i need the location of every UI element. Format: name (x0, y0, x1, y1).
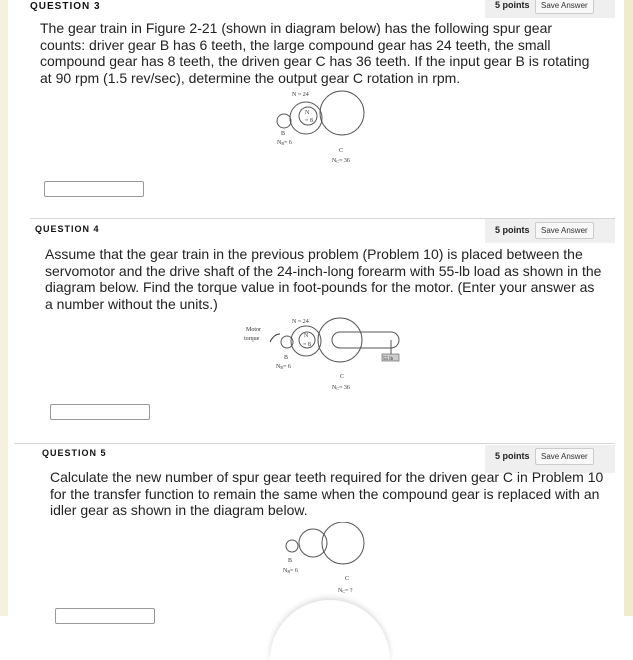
right-margin (624, 0, 633, 616)
svg-text:N: N (304, 333, 309, 339)
overlay-bubble (270, 600, 390, 660)
svg-text:torque: torque (244, 336, 260, 342)
question-5-save-answer-button[interactable]: Save Answer (535, 448, 594, 465)
question-4-points: 5 points (495, 225, 530, 235)
question-5-gear-diagram (280, 522, 390, 602)
question-4-text: Assume that the gear train in the previous problem (Problem 10) is placed between the servomotor and the drive shaft of the 24-inch-long forearm with 55-lb load as shown in the diagram below. Find the torque value in foot-pounds for the motor. (Enter your answer as a number without the units.) (45, 246, 602, 312)
svg-text:B: B (284, 355, 289, 361)
svg-text:NC= 36: NC= 36 (332, 385, 350, 391)
svg-text:NC= ?: NC= ? (338, 588, 353, 594)
question-4-save-answer-button[interactable]: Save Answer (535, 222, 594, 239)
question-3-answer-input[interactable] (44, 181, 144, 197)
question-3-title: QUESTION 3 (30, 1, 101, 12)
question-4-title: QUESTION 4 (35, 224, 100, 234)
question-4-gear-diagram (240, 312, 410, 397)
svg-text:55 lb: 55 lb (383, 357, 394, 362)
question-4-points-bar (485, 219, 615, 243)
question-3-save-answer-button[interactable]: Save Answer (535, 0, 594, 14)
svg-text:B: B (281, 131, 286, 137)
svg-text:N = 24: N = 24 (292, 319, 309, 325)
question-5-text: Calculate the new number of spur gear teeth required for the driven gear C in Problem 10 for the transfer function to remain the same when the compound gear is replaced with an idler gear as shown in the diagram below. (50, 469, 604, 518)
svg-text:= 8: = 8 (305, 118, 313, 124)
svg-text:B: B (288, 558, 293, 564)
question-3-text: The gear train in Figure 2-21 (shown in diagram below) has the following spur gear counts: driver gear B has 6 teeth, the large compound gear has 24 teeth, the small compound gear has 8 teeth, the driven gear C has 36 teeth. If the input gear B is rotating at 90 rpm (1.5 rev/sec), determine the output gear C rotation in rpm. (40, 20, 590, 86)
svg-text:C: C (340, 374, 345, 380)
question-5-points: 5 points (495, 451, 530, 461)
question-3-gear-diagram (270, 88, 380, 173)
svg-text:NB= 6: NB= 6 (277, 140, 292, 146)
svg-text:C: C (339, 148, 344, 154)
svg-text:C: C (345, 576, 350, 582)
question-4-answer-input[interactable] (50, 404, 150, 420)
question-5-answer-input[interactable] (55, 608, 155, 624)
question-3-points: 5 points (495, 0, 530, 10)
svg-text:NC= 36: NC= 36 (332, 158, 350, 164)
question-5-title: QUESTION 5 (42, 448, 107, 458)
question-3-points-bar (485, 0, 615, 18)
svg-text:= 8: = 8 (303, 342, 311, 348)
svg-text:NB= 6: NB= 6 (276, 364, 291, 370)
svg-text:Motor: Motor (246, 327, 261, 333)
svg-text:NB= 6: NB= 6 (283, 568, 298, 574)
divider (14, 443, 614, 444)
left-margin (0, 0, 8, 616)
svg-text:N: N (305, 110, 310, 116)
svg-text:N = 24: N = 24 (292, 92, 309, 98)
